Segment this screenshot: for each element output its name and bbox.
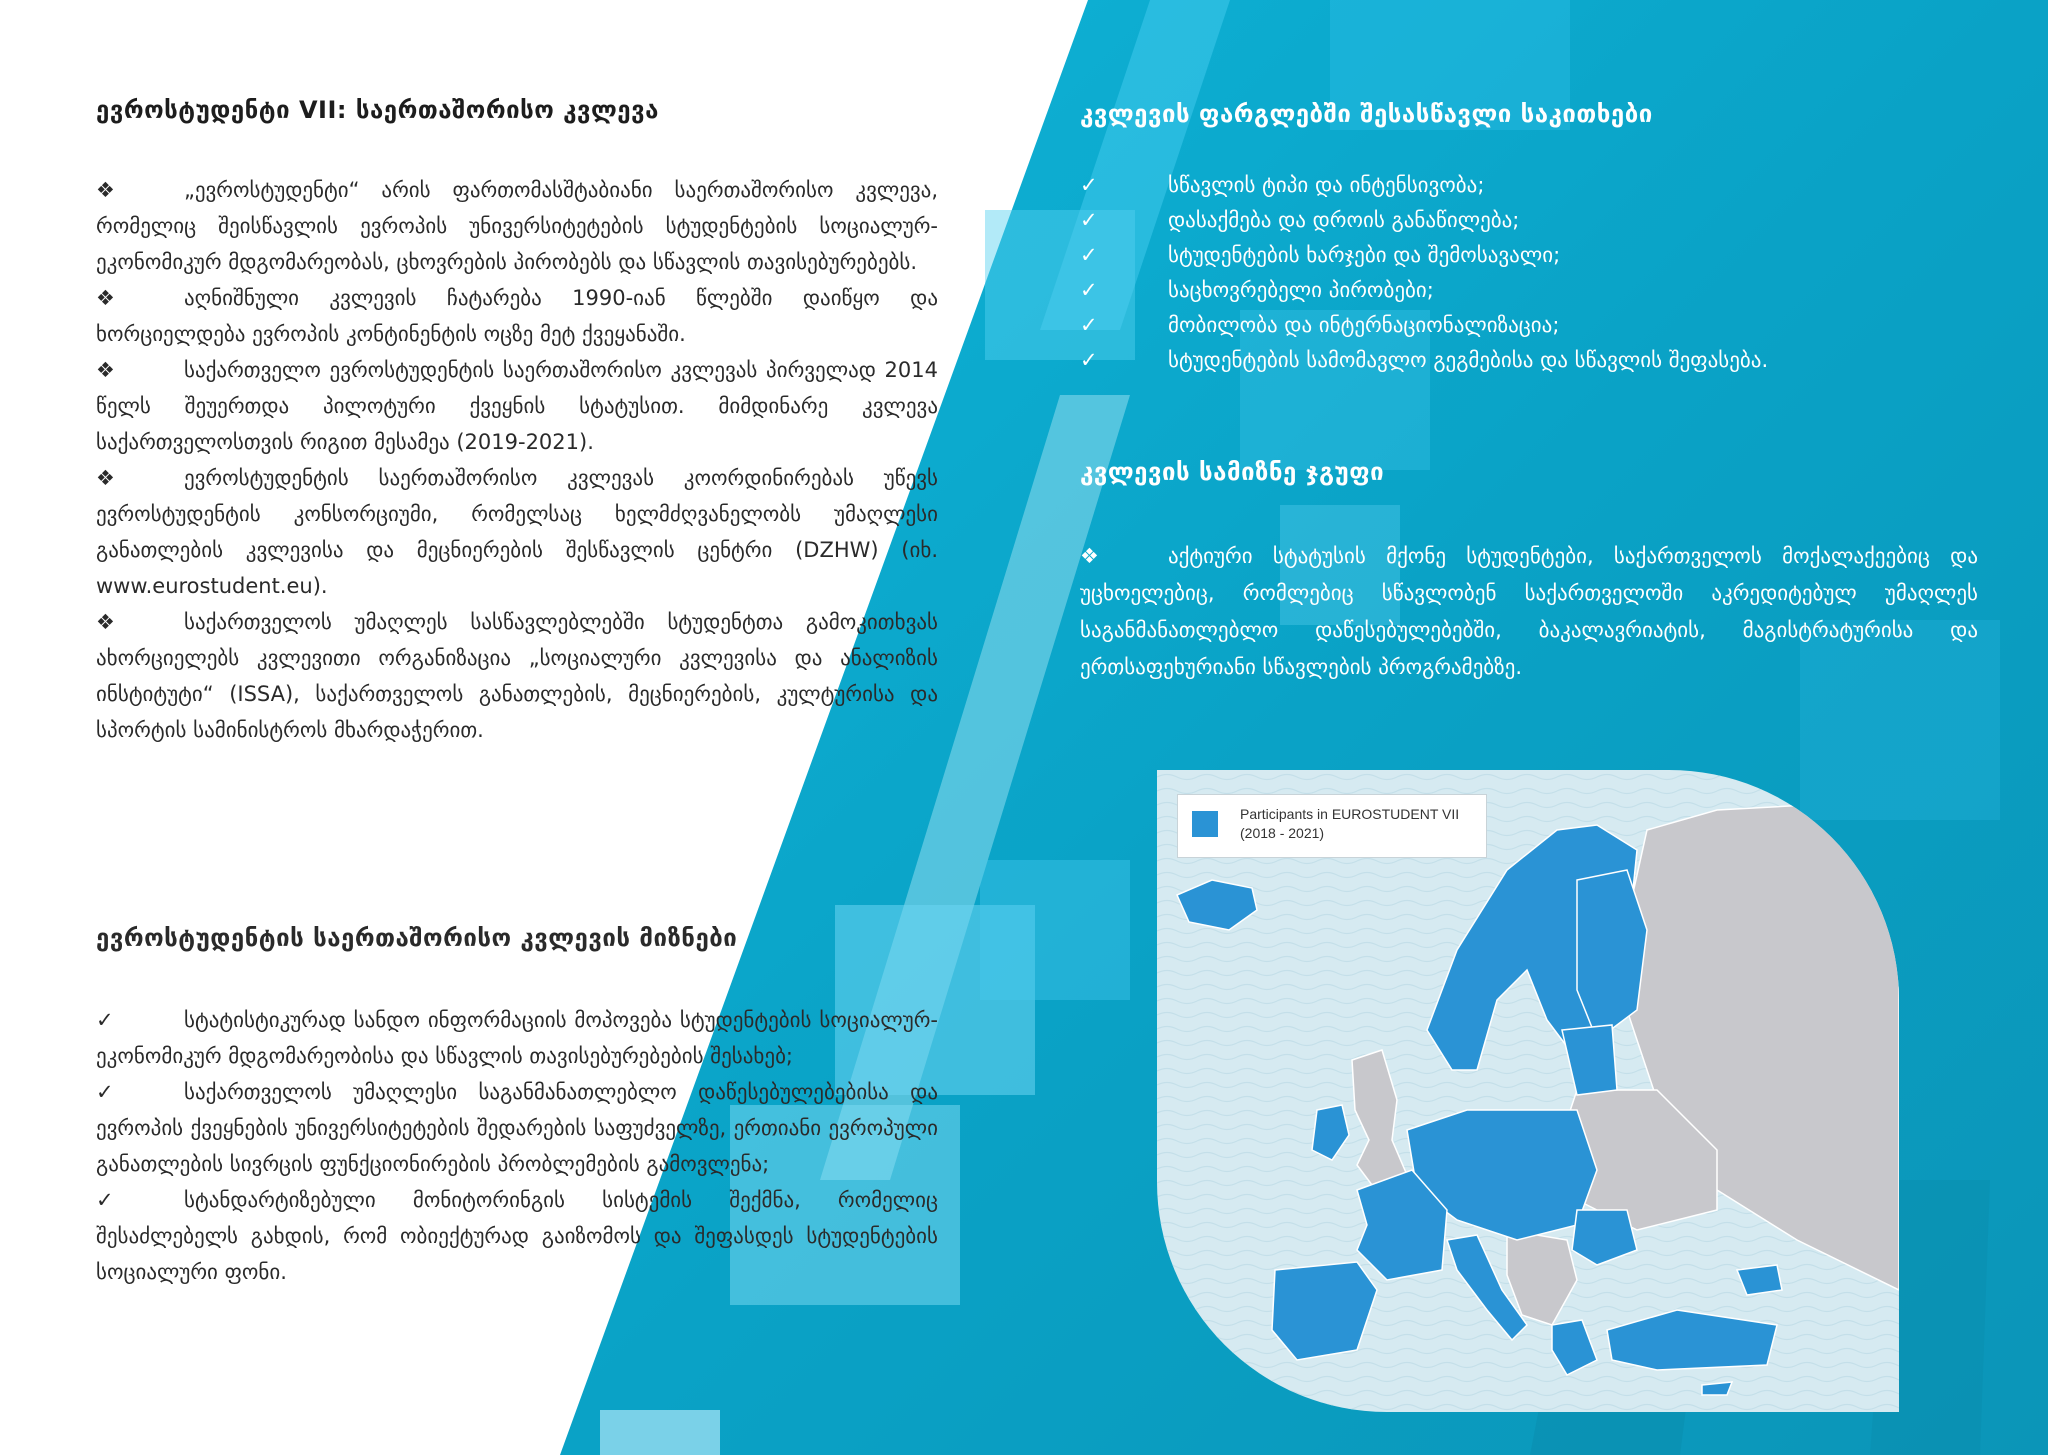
topics-list [1080,168,1980,378]
light-square [980,860,1130,1000]
checkmark-icon: ✓ [96,1080,114,1104]
legend-line-1: Participants in EUROSTUDENT VII [1240,806,1460,822]
goals-list [96,1002,938,1290]
section-overview [96,96,938,748]
topic-item: ✓ სტუდენტების სამომავლო გეგმებისა და სწავლის შეფასება. [1080,343,1980,378]
section-target-group-title: კვლევის სამიზნე ჯგუფი [1080,458,1385,486]
diamond-bullet-icon: ❖ [96,466,115,490]
goal-item: ✓ საქართველოს უმაღლესი საგანმანათლებლო დაწესებულებებისა და ევროპის ქვეყნების უნივერსიტეტების შედარების საფუძველზე, ერთიანი ევროპული განათლების სივრცის ფუნქციონირების პრობლემების გამოვლენა; [96,1074,938,1182]
checkmark-icon: ✓ [1080,278,1098,302]
europe-map-graphic [1157,770,1899,1412]
section-topics [1080,100,1980,378]
legend-swatch [1192,811,1218,837]
cyprus [1702,1382,1732,1395]
diamond-bullet-icon: ❖ [96,610,115,634]
light-square [600,1410,720,1455]
diamond-bullet-icon: ❖ [96,358,115,382]
checkmark-icon: ✓ [1080,348,1098,372]
topic-item: ✓ საცხოვრებელი პირობები; [1080,273,1980,308]
goal-item: ✓ სტატისტიკურად სანდო ინფორმაციის მოპოვება სტუდენტების სოციალურ-ეკონომიკურ მდგომარეობისა და სწავლის თავისებურებების შესახებ; [96,1002,938,1074]
section-overview-title: ევროსტუდენტი VII: საერთაშორისო კვლევა [96,96,659,124]
overview-paragraph: ❖ საქართველოს უმაღლეს სასწავლებლებში სტუდენტთა გამოკითხვას ახორციელებს კვლევითი ორგანიზაცია „სოციალური კვლევისა და ანალიზის ინსტიტუტი“ (ISSA), საქართველოს განათლების, მეცნიერების, კულტურისა და სპორტის სამინისტროს მხარდაჭერით. [96,604,938,748]
checkmark-icon: ✓ [1080,208,1098,232]
map-legend [1177,794,1487,858]
diamond-bullet-icon: ❖ [1080,544,1099,568]
overview-paragraph: ❖ „ევროსტუდენტი“ არის ფართომასშტაბიანი საერთაშორისო კვლევა, რომელიც შეისწავლის ევროპის უნივერსიტეტების სტუდენტების სოციალურ-ეკონომიკურ მდგომარეობას, ცხოვრების პირობებს და სწავლის თავისებურებებს. [96,172,938,280]
overview-paragraph-list [96,172,938,748]
checkmark-icon: ✓ [96,1188,114,1212]
section-topics-title: კვლევის ფარგლებში შესასწავლი საკითხები [1080,100,1653,128]
section-goals-title: ევროსტუდენტის საერთაშორისო კვლევის მიზნები [96,924,738,952]
overview-paragraph: ❖ აღნიშნული კვლევის ჩატარება 1990-იან წლებში დაიწყო და ხორციელდება ევროპის კონტინენტის ოცზე მეტ ქვეყანაში. [96,280,938,352]
legend-text [1240,805,1459,843]
checkmark-icon: ✓ [1080,173,1098,197]
overview-paragraph: ❖ ევროსტუდენტის საერთაშორისო კვლევას კოორდინირებას უწევს ევროსტუდენტის კონსორციუმი, რომელსაც ხელმძღვანელობს უმაღლესი განათლების კვლევისა და მეცნიერების შესწავლის ცენტრი (DZHW) (იხ. www.eurostudent.eu). [96,460,938,604]
checkmark-icon: ✓ [1080,243,1098,267]
diamond-bullet-icon: ❖ [96,178,115,202]
checkmark-icon: ✓ [1080,313,1098,337]
checkmark-icon: ✓ [96,1008,114,1032]
section-goals [96,924,938,1290]
diamond-bullet-icon: ❖ [96,286,115,310]
europe-participants-map [1157,770,1899,1412]
overview-paragraph: ❖ საქართველო ევროსტუდენტის საერთაშორისო კვლევას პირველად 2014 წელს შეუერთდა პილოტური ქვეყნის სტატუსით. მიმდინარე კვლევა საქართველოსთვის რიგით მესამეა (2019-2021). [96,352,938,460]
target-group-paragraph: ❖ აქტიური სტატუსის მქონე სტუდენტები, საქართველოს მოქალაქეებიც და უცხოელებიც, რომლებიც სწავლობენ საქართველოში აკრედიტებულ უმაღლეს საგანმანათლებლო დაწესებულებებში, ბაკალავრიატის, მაგისტრატურისა და ერთსაფეხურიანი სწავლების პროგრამებზე. [1080,538,1978,686]
legend-line-2: (2018 - 2021) [1240,825,1325,841]
section-target-group [1080,458,1978,686]
goal-item: ✓ სტანდარტიზებული მონიტორინგის სისტემის შექმნა, რომელიც შესაძლებელს გახდის, რომ ობიექტურად გაიზომოს და შეფასდეს სტუდენტების სოციალური ფონი. [96,1182,938,1290]
topic-item: ✓ დასაქმება და დროის განაწილება; [1080,203,1980,238]
topic-item: ✓ მობილობა და ინტერნაციონალიზაცია; [1080,308,1980,343]
topic-item: ✓ სტუდენტების ხარჯები და შემოსავალი; [1080,238,1980,273]
topic-item: ✓ სწავლის ტიპი და ინტენსივობა; [1080,168,1980,203]
